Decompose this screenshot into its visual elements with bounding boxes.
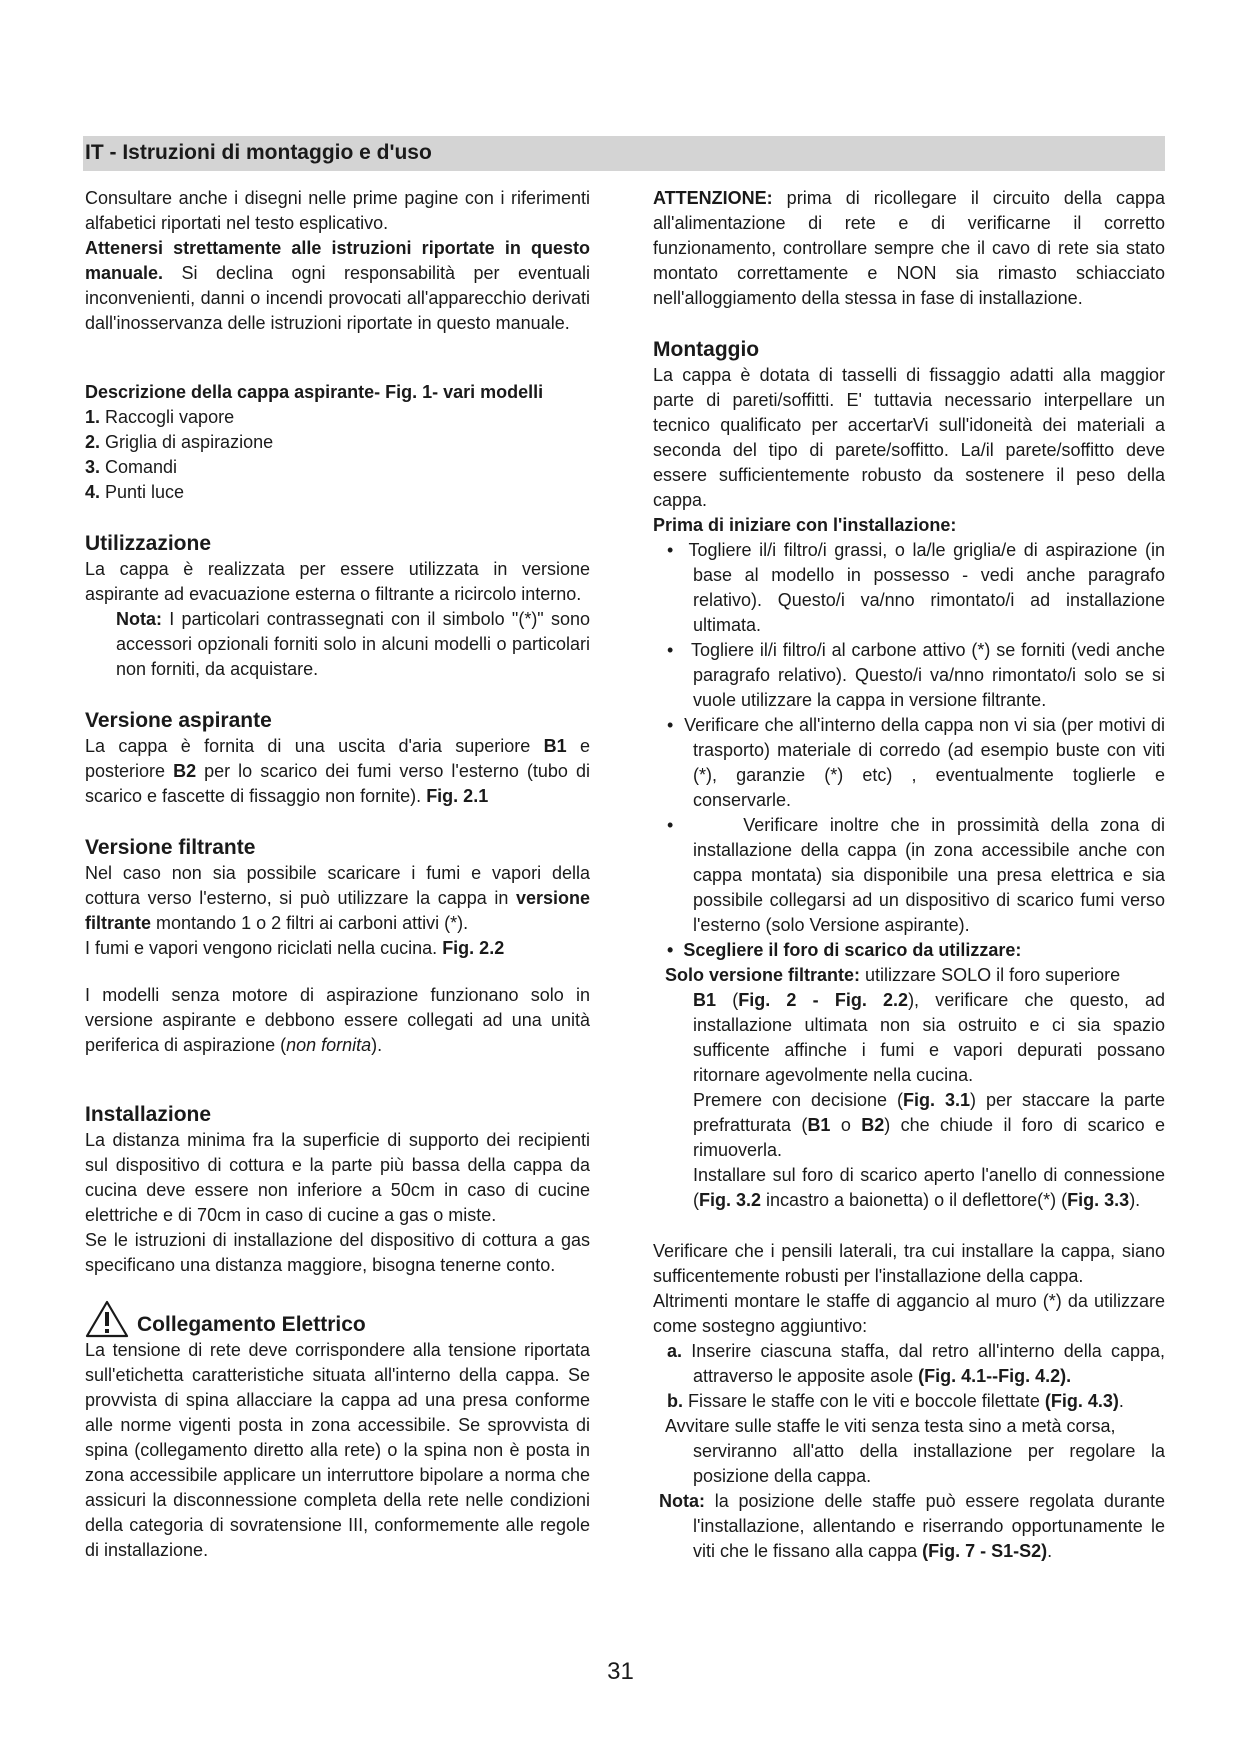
list-item: 3. Comandi — [85, 457, 178, 477]
intro-paragraph: Consultare anche i disegni nelle prime pagine con i riferimenti alfabetici riportati nel testo esplicativo. — [85, 188, 590, 233]
solo-versione-filtrante-label: Solo versione filtrante: utilizzare SOLO il foro superiore — [665, 965, 1121, 985]
avvitare-text-2: serviranno all'atto della installazione per regolare la posizione della cappa. — [693, 1441, 1165, 1486]
montaggio-heading: Montaggio — [653, 338, 760, 361]
description-title: Descrizione della cappa aspirante- Fig. 1- vari modelli — [85, 382, 544, 402]
bullet-item: • Scegliere il foro di scarico da utilizzare: — [667, 940, 1022, 960]
description-list — [85, 405, 590, 505]
section-header — [83, 136, 1165, 171]
step-b: b. Fissare le staffe con le viti e boccole filettate (Fig. 4.3). — [667, 1391, 1124, 1411]
warning-triangle-icon — [85, 1300, 129, 1338]
page-number: 31 — [607, 1658, 634, 1685]
prima-di-iniziare-title: Prima di iniziare con l'installazione: — [653, 515, 957, 535]
attenzione-paragraph: ATTENZIONE: prima di ricollegare il circuito della cappa all'alimentazione di rete e di verificarne il corretto funzionamento, controllare sempre che il cavo di rete sia stato montato correttamente e NON sia rimasto schiacciato nell'alloggiamento della stessa in fase di installazione. — [653, 188, 1165, 308]
versione-aspirante-text: La cappa è fornita di una uscita d'aria superiore B1 e posteriore B2 per lo scarico dei fumi verso l'esterno (tubo di scarico e fascette di fissaggio non fornite). Fig. 2.1 — [85, 736, 590, 806]
installazione-text-2: Se le istruzioni di installazione del dispositivo di cottura a gas specificano una distanza maggiore, bisogna tenerne conto. — [85, 1230, 590, 1275]
montaggio-text: La cappa è dotata di tasselli di fissaggio adatti alla maggior parte di pareti/soffitti. E' tuttavia necessario interpellare un tecnico qualificato per accertarVi sull'idoneità dei materiali a seconda del tipo di parete/soffitto. La/il parete/soffitto deve essere sufficientemente robusto da sostenere il peso della cappa. — [653, 365, 1165, 510]
right-column — [653, 186, 1165, 1564]
installazione-heading: Installazione — [85, 1103, 212, 1126]
utilizzazione-text: La cappa è realizzata per essere utilizzata in versione aspirante ad evacuazione esterna o filtrante a ricircolo interno. — [85, 559, 590, 604]
section-title: IT - Istruzioni di montaggio e d'uso — [85, 141, 432, 164]
utilizzazione-note: Nota: I particolari contrassegnati con il simbolo "(*)" sono accessori opzionali forniti solo in alcuni modelli o particolari non forniti, da acquistare. — [116, 609, 590, 679]
utilizzazione-heading: Utilizzazione — [85, 532, 212, 555]
intro-warning-paragraph: Attenersi strettamente alle istruzioni riportate in questo manuale. Si declina ogni responsabilità per eventuali inconvenienti, danni o incendi provocati all'apparecchio derivati dall'inosservanza delle istruzioni riportate in questo manuale. — [85, 238, 590, 333]
list-item: 2. Griglia di aspirazione — [85, 432, 274, 452]
bullet-item: • Verificare che all'interno della cappa non vi sia (per motivi di trasporto) materiale di corredo (ad esempio buste con viti (*), garanzie (*) etc) , eventualmente toglierle e conservarle. — [667, 715, 1165, 810]
versione-filtrante-heading: Versione filtrante — [85, 836, 256, 859]
nota-staffe: Nota: la posizione delle staffe può essere regolata durante l'installazione, allentando e riserrando opportunamente le viti che le fissano alla cappa (Fig. 7 - S1-S2). — [659, 1491, 1165, 1561]
list-item: 4. Punti luce — [85, 482, 185, 502]
installazione-text: La distanza minima fra la superficie di supporto dei recipienti sul dispositivo di cottura e la parte più bassa della cappa da cucina deve essere non inferiore a 50cm in caso di cucine elettriche e di 70cm in caso di cucine a gas o miste. — [85, 1130, 590, 1225]
collegamento-elettrico-heading: Collegamento Elettrico — [137, 1313, 366, 1336]
bullet-item: • Togliere il/i filtro/i grassi, o la/le griglia/e di aspirazione (in base al modello in possesso - vedi anche paragrafo relativo). Questo/i va/nno rimontato/i ad installazione ultimata. — [667, 540, 1165, 635]
solo-versione-filtrante-text: B1 (Fig. 2 - Fig. 2.2), verificare che questo, ad installazione ultimata non sia ostruito e ci sia spazio sufficente affinche i fumi e vapori depurati possano ritornare agevolmente nella cucina. — [693, 990, 1165, 1085]
collegamento-elettrico-text: La tensione di rete deve corrispondere alla tensione riportata sull'etichetta caratteristiche situata all'interno della cappa. Se provvista di spina allacciare la cappa ad una presa conforme alle norme vigenti posta in zona accessibile. Se sprovvista di spina (collegamento diretto alla rete) o la spina non è posta in zona accessibile applicare un interruttore bipolare a norma che assicuri la disconnessione completa della rete nelle condizioni della categoria di sovratensione III, conformemente alle regole di installazione. — [85, 1340, 590, 1560]
avvitare-text: Avvitare sulle staffe le viti senza testa sino a metà corsa, — [665, 1416, 1116, 1436]
list-item: 1. Raccogli vapore — [85, 407, 235, 427]
premere-text: Premere con decisione (Fig. 3.1) per staccare la parte prefratturata (B1 o B2) che chiude il foro di scarico e rimuoverla. — [693, 1090, 1166, 1160]
step-a: a. Inserire ciascuna staffa, dal retro all'interno della cappa, attraverso le apposite asole (Fig. 4.1--Fig. 4.2). — [667, 1341, 1165, 1386]
installare-text: Installare sul foro di scarico aperto l'anello di connessione (Fig. 3.2 incastro a baionetta) o il deflettore(*) (Fig. 3.3). — [693, 1165, 1165, 1210]
versione-aspirante-heading: Versione aspirante — [85, 709, 272, 732]
versione-filtrante-text: Nel caso non sia possibile scaricare i fumi e vapori della cottura verso l'esterno, si può utilizzare la cappa in versione filtrante montando 1 o 2 filtri ai carboni attivi (*). — [85, 863, 590, 933]
left-column — [85, 186, 590, 1563]
versione-filtrante-text-2: I fumi e vapori vengono riciclati nella cucina. Fig. 2.2 — [85, 938, 505, 958]
modelli-senza-motore-text: I modelli senza motore di aspirazione funzionano solo in versione aspirante e debbono essere collegati ad una unità periferica di aspirazione (non fornita). — [85, 985, 590, 1055]
bullet-item: • Togliere il/i filtro/i al carbone attivo (*) se forniti (vedi anche paragrafo relativo). Questo/i va/nno rimontato/i solo se si vuole utilizzare la cappa in versione filtrante. — [667, 640, 1165, 710]
collegamento-elettrico-heading-row — [85, 1300, 590, 1338]
altrimenti-text: Altrimenti montare le staffe di aggancio al muro (*) da utilizzare come sostegno aggiuntivo: — [653, 1291, 1165, 1336]
verificare-pensili-text: Verificare che i pensili laterali, tra cui installare la cappa, siano sufficentemente robusti per l'installazione della cappa. — [653, 1241, 1165, 1286]
bullet-item: • Verificare inoltre che in prossimità della zona di installazione della cappa (in zona accessibile anche con cappa montata) sia disponibile una presa elettrica e sia possibile collegarsi ad un dispositivo di scarico fumi verso l'esterno (solo Versione aspirante). — [667, 815, 1165, 935]
